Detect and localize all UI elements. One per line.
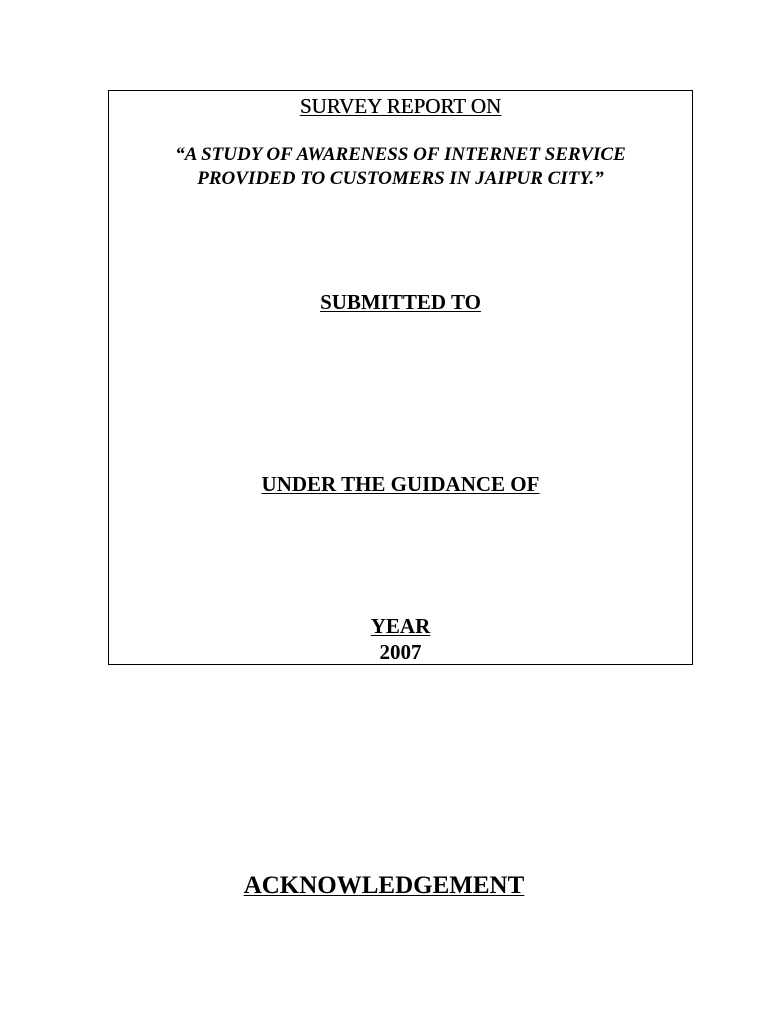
submitted-to-label: SUBMITTED TO	[320, 290, 481, 314]
year-label: YEAR	[370, 614, 431, 638]
cover-title-box	[108, 90, 693, 665]
year-value: 2007	[379, 640, 422, 664]
submitted-to-line	[109, 290, 692, 315]
year-label-line	[109, 614, 692, 639]
report-label-line	[109, 94, 692, 119]
report-subject-line-2: PROVIDED TO CUSTOMERS IN JAIPUR CITY.”	[197, 168, 604, 189]
guidance-label: UNDER THE GUIDANCE OF	[261, 472, 540, 496]
report-subject	[109, 143, 692, 191]
acknowledgement-heading: ACKNOWLEDGEMENT	[243, 872, 525, 899]
acknowledgement-heading-line	[0, 872, 768, 900]
guidance-line	[109, 472, 692, 497]
report-subject-line-1: “A STUDY OF AWARENESS OF INTERNET SERVICE	[175, 144, 626, 165]
report-label: SURVEY REPORT ON	[299, 94, 502, 118]
